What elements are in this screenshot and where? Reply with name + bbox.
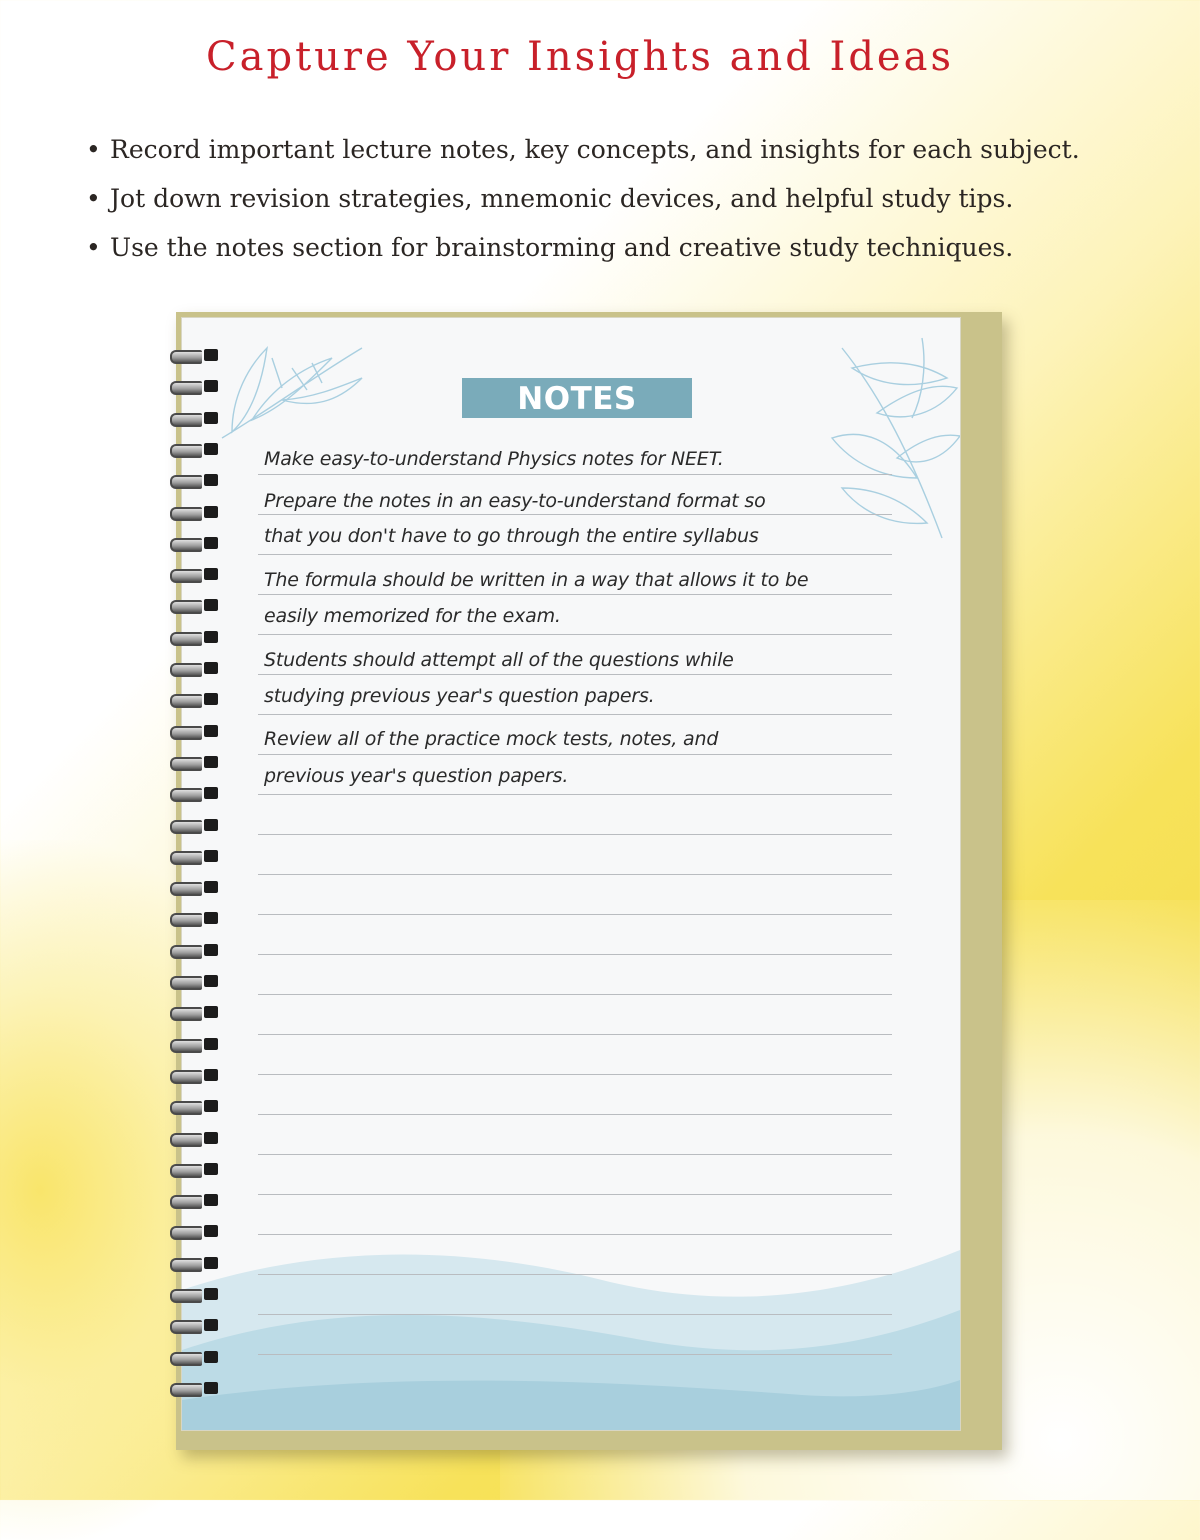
ruled-line bbox=[258, 514, 892, 515]
spiral-coil bbox=[168, 503, 222, 521]
binding-hole bbox=[204, 1038, 218, 1050]
spiral-coil bbox=[168, 1285, 222, 1303]
coil-wire bbox=[170, 694, 202, 708]
spiral-coil bbox=[168, 847, 222, 865]
binding-hole bbox=[204, 474, 218, 486]
handwritten-note-line: easily memorized for the exam. bbox=[264, 605, 561, 627]
feature-text: Record important lecture notes, key concepts, and insights for each subject. bbox=[110, 135, 1080, 164]
spiral-coil bbox=[168, 909, 222, 927]
binding-hole bbox=[204, 787, 218, 799]
spiral-coil bbox=[168, 1348, 222, 1366]
spiral-coil bbox=[168, 1097, 222, 1115]
binding-hole bbox=[204, 568, 218, 580]
spiral-coil bbox=[168, 377, 222, 395]
coil-wire bbox=[170, 1101, 202, 1115]
spiral-coil bbox=[168, 722, 222, 740]
ruled-line bbox=[258, 954, 892, 955]
binding-hole bbox=[204, 693, 218, 705]
ruled-line bbox=[258, 594, 892, 595]
leaf-decoration-left bbox=[212, 328, 372, 448]
ruled-line bbox=[258, 834, 892, 835]
coil-wire bbox=[170, 1195, 202, 1209]
binding-hole bbox=[204, 380, 218, 392]
coil-wire bbox=[170, 1164, 202, 1178]
binding-hole bbox=[204, 1257, 218, 1269]
ruled-line bbox=[258, 1034, 892, 1035]
binding-hole bbox=[204, 1194, 218, 1206]
ruled-line bbox=[258, 1114, 892, 1115]
binding-hole bbox=[204, 725, 218, 737]
spiral-coil bbox=[168, 1191, 222, 1209]
coil-wire bbox=[170, 413, 202, 427]
handwritten-note-line: Prepare the notes in an easy-to-understand format so bbox=[264, 490, 766, 512]
handwritten-note-line: that you don't have to go through the entire syllabus bbox=[264, 525, 759, 547]
ruled-line bbox=[258, 674, 892, 675]
coil-wire bbox=[170, 1289, 202, 1303]
binding-hole bbox=[204, 662, 218, 674]
spiral-coil bbox=[168, 346, 222, 364]
binding-hole bbox=[204, 1288, 218, 1300]
coil-wire bbox=[170, 475, 202, 489]
spiral-coil bbox=[168, 1129, 222, 1147]
coil-wire bbox=[170, 569, 202, 583]
coil-wire bbox=[170, 945, 202, 959]
binding-hole bbox=[204, 1006, 218, 1018]
coil-wire bbox=[170, 632, 202, 646]
binding-hole bbox=[204, 599, 218, 611]
wave-decoration bbox=[182, 1230, 960, 1430]
feature-item bbox=[86, 179, 1080, 228]
spiral-coil bbox=[168, 1316, 222, 1334]
coil-wire bbox=[170, 444, 202, 458]
spiral-coil bbox=[168, 440, 222, 458]
binding-hole bbox=[204, 537, 218, 549]
ruled-line bbox=[258, 634, 892, 635]
binding-hole bbox=[204, 1225, 218, 1237]
handwritten-note-line: studying previous year's question papers. bbox=[264, 685, 655, 707]
binding-hole bbox=[204, 944, 218, 956]
binding-hole bbox=[204, 975, 218, 987]
binding-hole bbox=[204, 1319, 218, 1331]
coil-wire bbox=[170, 507, 202, 521]
ruled-line bbox=[258, 1194, 892, 1195]
binding-hole bbox=[204, 819, 218, 831]
coil-wire bbox=[170, 851, 202, 865]
spiral-coil bbox=[168, 972, 222, 990]
coil-wire bbox=[170, 1007, 202, 1021]
coil-wire bbox=[170, 538, 202, 552]
coil-wire bbox=[170, 820, 202, 834]
binding-hole bbox=[204, 912, 218, 924]
spiral-coil bbox=[168, 690, 222, 708]
notes-heading-badge: NOTES bbox=[462, 378, 692, 418]
spiral-coil bbox=[168, 534, 222, 552]
coil-wire bbox=[170, 1258, 202, 1272]
coil-wire bbox=[170, 1039, 202, 1053]
binding-hole bbox=[204, 881, 218, 893]
ruled-line bbox=[258, 914, 892, 915]
spiral-coil bbox=[168, 1160, 222, 1178]
binding-hole bbox=[204, 1069, 218, 1081]
coil-wire bbox=[170, 788, 202, 802]
coil-wire bbox=[170, 1352, 202, 1366]
coil-wire bbox=[170, 976, 202, 990]
spiral-coil bbox=[168, 1222, 222, 1240]
coil-wire bbox=[170, 1133, 202, 1147]
handwritten-note-line: Students should attempt all of the questions while bbox=[264, 649, 734, 671]
spiral-coil bbox=[168, 1379, 222, 1397]
spiral-coil bbox=[168, 816, 222, 834]
spiral-coil bbox=[168, 941, 222, 959]
coil-wire bbox=[170, 757, 202, 771]
coil-wire bbox=[170, 663, 202, 677]
spiral-coil bbox=[168, 878, 222, 896]
coil-wire bbox=[170, 381, 202, 395]
handwritten-note-line: Review all of the practice mock tests, notes, and bbox=[264, 728, 719, 750]
coil-wire bbox=[170, 1070, 202, 1084]
ruled-line bbox=[258, 1234, 892, 1235]
spiral-binding bbox=[168, 346, 228, 1406]
coil-wire bbox=[170, 600, 202, 614]
ruled-line bbox=[258, 1154, 892, 1155]
bullet-icon: • bbox=[86, 233, 101, 262]
coil-wire bbox=[170, 1383, 202, 1397]
coil-wire bbox=[170, 882, 202, 896]
spiral-coil bbox=[168, 409, 222, 427]
ruled-line bbox=[258, 1074, 892, 1075]
spiral-coil bbox=[168, 565, 222, 583]
coil-wire bbox=[170, 913, 202, 927]
spiral-coil bbox=[168, 1003, 222, 1021]
binding-hole bbox=[204, 1100, 218, 1112]
feature-text: Jot down revision strategies, mnemonic devices, and helpful study tips. bbox=[110, 184, 1014, 213]
spiral-coil bbox=[168, 1035, 222, 1053]
coil-wire bbox=[170, 1226, 202, 1240]
spiral-coil bbox=[168, 1254, 222, 1272]
ruled-line bbox=[258, 554, 892, 555]
ruled-line bbox=[258, 754, 892, 755]
bullet-icon: • bbox=[86, 135, 101, 164]
spiral-coil bbox=[168, 471, 222, 489]
binding-hole bbox=[204, 1351, 218, 1363]
ruled-line bbox=[258, 474, 892, 475]
handwritten-note-line: Make easy-to-understand Physics notes for NEET. bbox=[264, 448, 724, 470]
notebook-page bbox=[182, 318, 960, 1430]
ruled-line bbox=[258, 874, 892, 875]
coil-wire bbox=[170, 350, 202, 364]
spiral-coil bbox=[168, 628, 222, 646]
handwritten-note-line: previous year's question papers. bbox=[264, 765, 569, 787]
spiral-coil bbox=[168, 1066, 222, 1084]
binding-hole bbox=[204, 850, 218, 862]
spiral-coil bbox=[168, 596, 222, 614]
feature-item bbox=[86, 228, 1080, 277]
spiral-coil bbox=[168, 753, 222, 771]
binding-hole bbox=[204, 1132, 218, 1144]
feature-item bbox=[86, 130, 1080, 179]
bullet-icon: • bbox=[86, 184, 101, 213]
ruled-line bbox=[258, 994, 892, 995]
ruled-line bbox=[258, 794, 892, 795]
binding-hole bbox=[204, 1382, 218, 1394]
ruled-line bbox=[258, 714, 892, 715]
spiral-coil bbox=[168, 784, 222, 802]
leaf-decoration-right bbox=[822, 328, 960, 548]
binding-hole bbox=[204, 443, 218, 455]
coil-wire bbox=[170, 726, 202, 740]
ruled-line bbox=[258, 1354, 892, 1355]
spiral-coil bbox=[168, 659, 222, 677]
feature-text: Use the notes section for brainstorming and creative study techniques. bbox=[110, 233, 1014, 262]
feature-list bbox=[86, 130, 1080, 277]
binding-hole bbox=[204, 1163, 218, 1175]
ruled-line bbox=[258, 1314, 892, 1315]
binding-hole bbox=[204, 506, 218, 518]
coil-wire bbox=[170, 1320, 202, 1334]
page-title: Capture Your Insights and Ideas bbox=[206, 34, 954, 80]
binding-hole bbox=[204, 756, 218, 768]
binding-hole bbox=[204, 631, 218, 643]
binding-hole bbox=[204, 349, 218, 361]
binding-hole bbox=[204, 412, 218, 424]
handwritten-note-line: The formula should be written in a way that allows it to be bbox=[264, 569, 809, 591]
ruled-line bbox=[258, 1274, 892, 1275]
